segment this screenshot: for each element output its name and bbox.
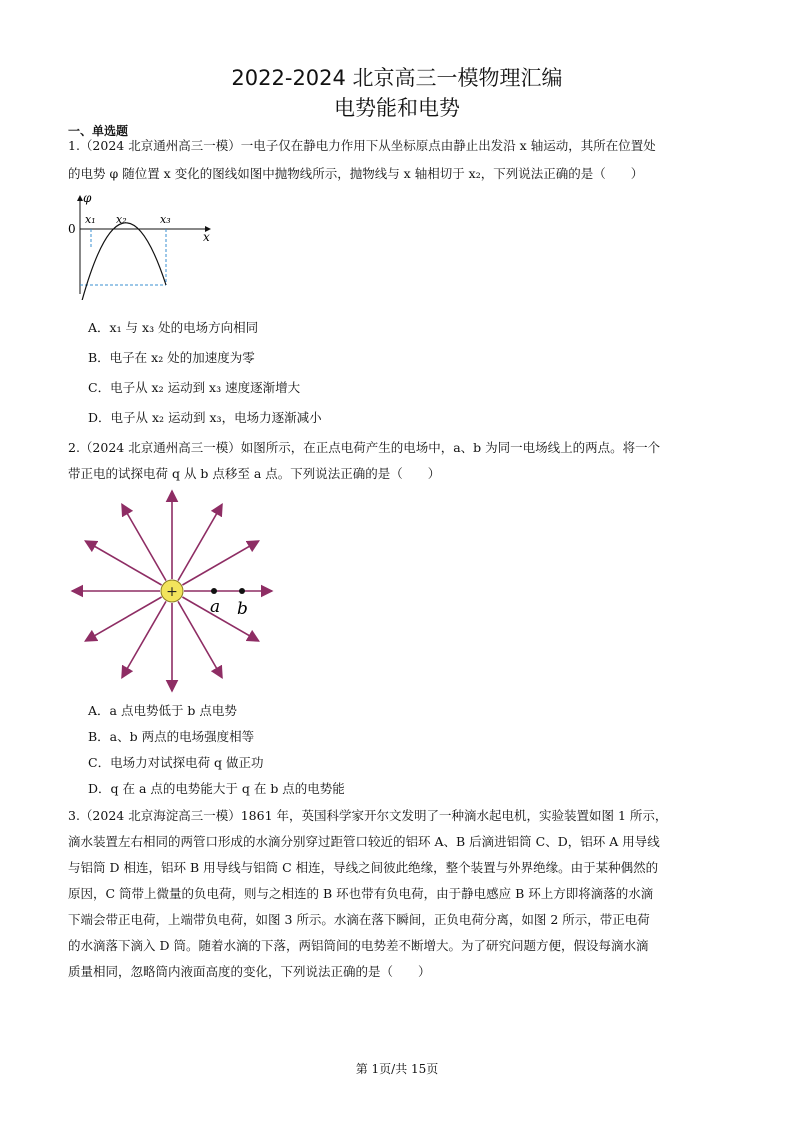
field-line [85,597,161,641]
q3-line-1: 3.（2024 北京海淀高三一模）1861 年，英国科学家开尔文发明了一种滴水起电机，实验装置如图 1 所示， [68,808,668,823]
q1-option-a: A．x₁ 与 x₃ 处的电场方向相同 [88,320,259,335]
x-label: x [203,230,210,244]
q3-line-4: 原因，C 筒带上微量的负电荷，则与之相连的 B 环也带有负电荷，由于静电感应 B 环上方即将滴落的水滴 [68,886,654,901]
document-subtitle: 电势能和电势 [334,96,460,120]
q2-option-c: C．电场力对试探电荷 q 做正功 [88,755,264,770]
q1-option-c: C．电子从 x₂ 运动到 x₃ 速度逐渐增大 [88,380,301,395]
point-a-dot [211,588,217,594]
point-b-dot [239,588,245,594]
q2-field-diagram [64,488,284,698]
x2-label: x₂ [116,213,127,226]
q2-stem-line-1: 2.（2024 北京通州高三一模）如图所示，在正点电荷产生的电场中，a、b 为同一电场线上的两点。将一个 [68,440,661,455]
field-line [178,504,222,580]
q2-stem-line-2: 带正电的试探电荷 q 从 b 点移至 a 点。下列说法正确的是（ ） [68,466,441,481]
q3-line-7: 质量相同，忽略筒内液面高度的变化，下列说法正确的是（ ） [68,964,431,979]
page-footer: 第 1页/共 15页 [355,1062,439,1076]
charge-sign: + [166,584,178,600]
phi-label: φ [83,191,92,205]
document-title: 2022-2024 北京高三一模物理汇编 [231,66,563,90]
potential-curve [80,223,166,300]
q2-option-d: D．q 在 a 点的电势能大于 q 在 b 点的电势能 [88,781,345,796]
field-line [182,541,258,585]
field-line [85,541,161,585]
q2-option-a: A．a 点电势低于 b 点电势 [88,703,237,718]
q3-line-5: 下端会带正电荷，上端带负电荷，如图 3 所示。水滴在落下瞬间，正负电荷分离，如图 2 所示，带正电荷 [68,912,650,927]
q3-line-3: 与铝筒 D 相连，铝环 B 用导线与铝筒 C 相连，导线之间彼此绝缘，整个装置与外界绝缘。由于某种偶然的 [68,860,659,875]
x1-label: x₁ [85,213,96,226]
zero-label: 0 [68,222,76,236]
q3-line-6: 的水滴落下滴入 D 筒。随着水滴的下落，两铝筒间的电势差不断增大。为了研究问题方便，假设每滴水滴 [68,938,649,953]
point-b-label: b [237,599,248,619]
q2-option-b: B．a、b 两点的电场强度相等 [88,729,255,744]
section-heading: 一、单选题 [68,124,129,138]
q1-option-d: D．电子从 x₂ 运动到 x₃，电场力逐渐减小 [88,410,322,425]
x3-label: x₃ [160,213,171,226]
point-a-label: a [210,597,221,617]
q1-potential-graph [64,190,224,300]
q1-stem-line-2: 的电势 φ 随位置 x 变化的图线如图中抛物线所示，抛物线与 x 轴相切于 x₂，下列说法正确的是（ ） [68,166,644,181]
q3-line-2: 滴水装置左右相同的两管口形成的水滴分别穿过距管口较近的铝环 A、B 后滴进铝筒 C、D，铝环 A 用导线 [68,834,660,849]
q1-option-b: B．电子在 x₂ 处的加速度为零 [88,350,255,365]
field-line [122,601,166,677]
q1-stem-line-1: 1.（2024 北京通州高三一模）一电子仅在静电力作用下从坐标原点由静止出发沿 x 轴运动，其所在位置处 [68,138,656,153]
field-line [122,504,166,580]
